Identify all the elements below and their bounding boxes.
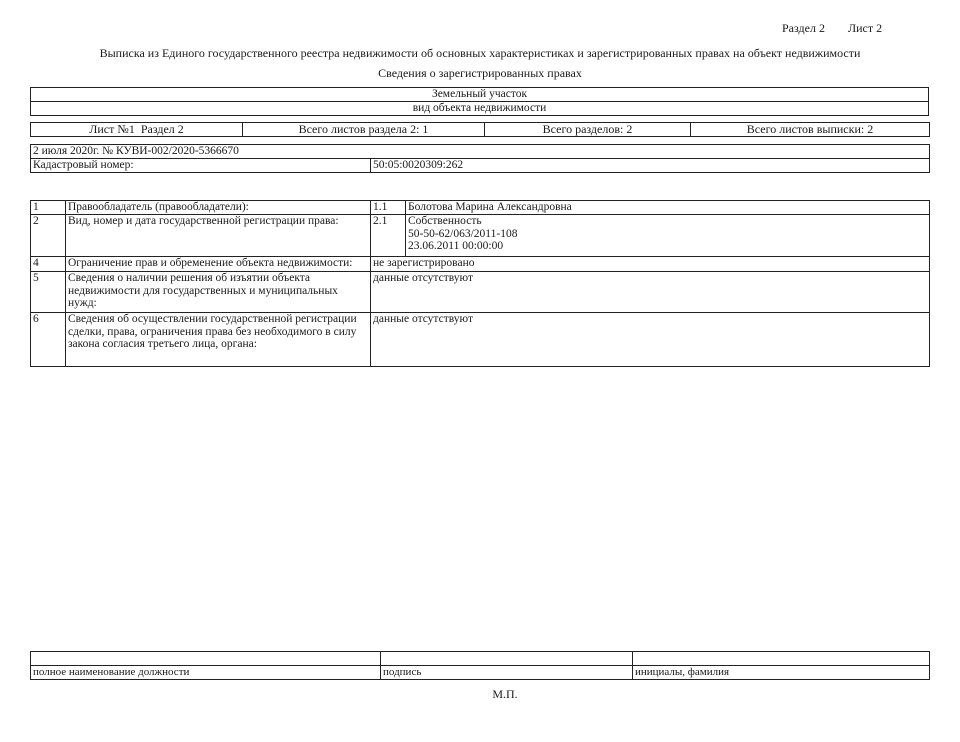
name-caption: инициалы, фамилия	[633, 666, 930, 680]
name-field	[633, 652, 930, 666]
registration-details	[406, 215, 930, 257]
consent-value: данные отсутствуют	[371, 313, 930, 367]
cadastral-label: Кадастровый номер:	[31, 159, 371, 173]
object-type-table	[30, 87, 929, 116]
right-type: Собственность	[408, 215, 482, 227]
sheet-section: Лист №1 Раздел 2	[31, 123, 243, 137]
row-label: Сведения о наличии решения об изъятии объекта недвижимости для государственных и муниципальных нужд:	[66, 272, 371, 313]
stamp-place: М.П.	[492, 687, 518, 701]
table-row	[31, 257, 930, 272]
sheet-summary-table	[30, 122, 930, 137]
signature-field	[381, 652, 633, 666]
section-ref: Раздел 2	[782, 21, 825, 35]
row-sub-number: 1.1	[371, 201, 406, 215]
cadastral-number: 50:05:0020309:262	[371, 159, 930, 173]
object-type-caption: вид объекта недвижимости	[31, 102, 929, 116]
table-row	[31, 272, 930, 313]
extract-date-number: 2 июля 2020г. № КУВИ-002/2020-5366670	[31, 145, 930, 159]
cadastral-table	[30, 144, 930, 173]
encumbrance-value: не зарегистрировано	[371, 257, 930, 272]
position-field	[31, 652, 381, 666]
sheet-ref: Лист 2	[848, 21, 883, 35]
total-sheets: Всего листов выписки: 2	[691, 123, 930, 137]
row-label: Правообладатель (правообладатели):	[66, 201, 371, 215]
seizure-value: данные отсутствуют	[371, 272, 930, 313]
row-number: 6	[31, 313, 66, 367]
row-label: Сведения об осуществлении государственной регистрации сделки, права, ограничения права без необходимого в силу закона согласия третьего лица, органа:	[66, 313, 371, 367]
row-label: Вид, номер и дата государственной регистрации права:	[66, 215, 371, 257]
signature-table	[30, 651, 930, 680]
row-number: 5	[31, 272, 66, 313]
row-number: 2	[31, 215, 66, 257]
document-subtitle: Сведения о зарегистрированных правах	[378, 66, 582, 80]
registration-date: 23.06.2011 00:00:00	[408, 240, 504, 252]
row-label: Ограничение прав и обременение объекта недвижимости:	[66, 257, 371, 272]
rights-table	[30, 200, 930, 367]
sheets-in-section: Всего листов раздела 2: 1	[243, 123, 485, 137]
row-number: 4	[31, 257, 66, 272]
right-holder-name: Болотова Марина Александровна	[406, 201, 930, 215]
position-caption: полное наименование должности	[31, 666, 381, 680]
registration-number: 50-50-62/063/2011-108	[408, 227, 518, 240]
table-row	[31, 215, 930, 257]
object-type-value: Земельный участок	[31, 88, 929, 102]
table-row	[31, 201, 930, 215]
total-sections: Всего разделов: 2	[485, 123, 691, 137]
signature-caption: подпись	[381, 666, 633, 680]
row-number: 1	[31, 201, 66, 215]
table-row	[31, 313, 930, 367]
document-title: Выписка из Единого государственного реестра недвижимости об основных характеристиках и зарегистрированных правах на объект недвижимости	[99, 46, 861, 60]
row-sub-number: 2.1	[371, 215, 406, 257]
